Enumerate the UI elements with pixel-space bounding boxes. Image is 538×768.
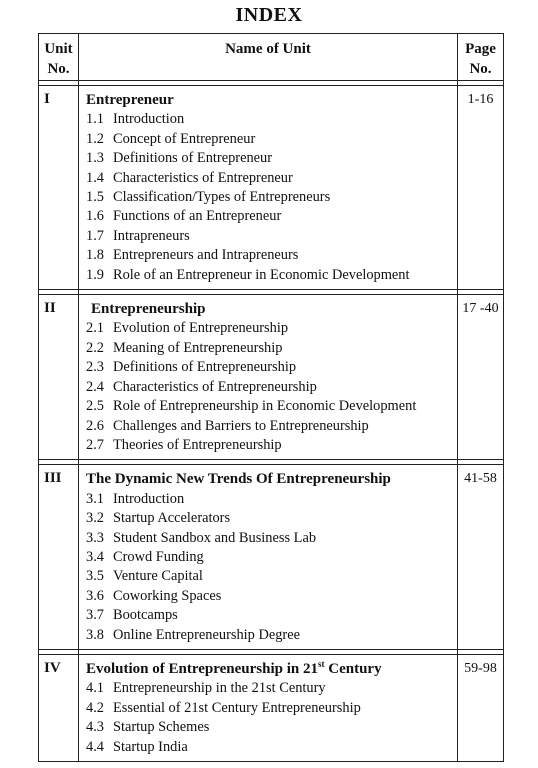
topic-item: 1.4 Characteristics of Entrepreneur	[86, 169, 293, 186]
unit-name-header: Name of Unit	[79, 34, 458, 81]
unit-number: IV	[39, 654, 79, 761]
page-range: 17 -40	[458, 295, 504, 460]
topic-item: 1.8 Entrepreneurs and Intrapreneurs	[86, 247, 299, 264]
unit-no-header: Unit No.	[39, 34, 79, 81]
topic-item: 1.2 Concept of Entrepreneur	[86, 130, 256, 147]
topic-item: 4.4 Startup India	[86, 738, 188, 755]
topic-item: 2.5 Role of Entrepreneurship in Economic Development	[86, 398, 417, 415]
topic-item: 2.1 Evolution of Entrepreneurship	[86, 320, 289, 337]
page-title: INDEX	[235, 4, 303, 26]
topic-item: 4.1 Entrepreneurship in the 21st Century	[86, 680, 326, 697]
topic-item: 3.1 Introduction	[86, 490, 185, 507]
topic-item: 2.6 Challenges and Barriers to Entrepreneurship	[86, 417, 369, 434]
topic-item: 3.8 Online Entrepreneurship Degree	[86, 626, 301, 643]
page-range: 1-16	[458, 86, 504, 290]
topic-item: 2.4 Characteristics of Entrepreneurship	[86, 378, 317, 395]
unit-number: III	[39, 465, 79, 650]
topic-item: 2.3 Definitions of Entrepreneurship	[86, 359, 297, 376]
index-table	[38, 33, 504, 762]
topic-item: 4.2 Essential of 21st Century Entrepreneurship	[86, 699, 361, 716]
page-range: 41-58	[458, 465, 504, 650]
topic-item: 3.5 Venture Capital	[86, 568, 203, 585]
topic-item: 3.6 Coworking Spaces	[86, 587, 222, 604]
unit-row-4	[39, 654, 504, 761]
topic-item: 3.2 Startup Accelerators	[86, 510, 231, 527]
unit-title: The Dynamic New Trends Of Entrepreneurship	[86, 471, 391, 488]
unit-row-2	[39, 295, 504, 460]
unit-contents	[79, 654, 458, 761]
topic-item: 2.7 Theories of Entrepreneurship	[86, 436, 282, 453]
unit-number: I	[39, 86, 79, 290]
unit-number: II	[39, 295, 79, 460]
unit-contents	[79, 86, 458, 290]
topic-item: 3.7 Bootcamps	[86, 607, 178, 624]
topic-item: 4.3 Startup Schemes	[86, 719, 210, 736]
header-row	[39, 34, 504, 81]
topic-item: 1.5 Classification/Types of Entrepreneurs	[86, 189, 331, 206]
page-range: 59-98	[458, 654, 504, 761]
topic-item: 1.9 Role of an Entrepreneur in Economic Development	[86, 266, 410, 283]
unit-title: Entrepreneurship	[91, 301, 206, 318]
topic-item: 3.3 Student Sandbox and Business Lab	[86, 529, 317, 546]
topic-item: 1.6 Functions of an Entrepreneur	[86, 208, 282, 225]
topic-item: 3.4 Crowd Funding	[86, 548, 204, 565]
unit-contents	[79, 465, 458, 650]
unit-title: Evolution of Entrepreneurship in 21st Century	[86, 658, 382, 677]
unit-row-3	[39, 465, 504, 650]
page-no-header: Page No.	[458, 34, 504, 81]
topic-item: 1.1 Introduction	[86, 111, 185, 128]
topic-item: 1.7 Intrapreneurs	[86, 227, 190, 244]
unit-title: Entrepreneur	[86, 92, 174, 108]
topic-item: 2.2 Meaning of Entrepreneurship	[86, 339, 283, 356]
unit-contents	[79, 295, 458, 460]
topic-item: 1.3 Definitions of Entrepreneur	[86, 150, 273, 167]
unit-row-1	[39, 86, 504, 290]
